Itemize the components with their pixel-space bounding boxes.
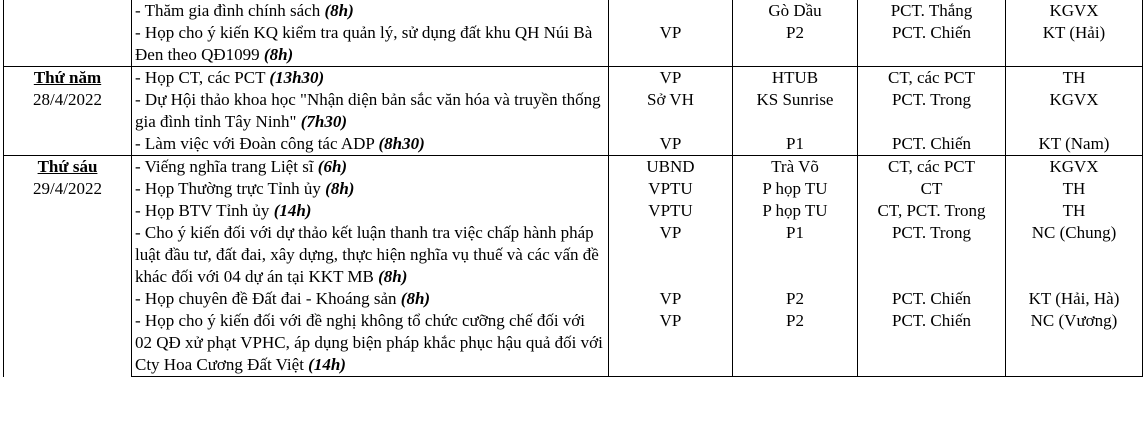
activity-text: - Cho ý kiến đối với dự thảo kết luận thanh tra việc chấp hành pháp luật đầu tư, đất đai, xây dựng, thực hiện nghĩa vụ thuế và các vấn đề khác đối với 04 dự án tại KKT MB xyxy=(135,223,599,286)
place-cell: P1 xyxy=(733,133,858,156)
activity-time: (8h) xyxy=(400,289,431,308)
lead-cell: CT, các PCT xyxy=(858,156,1006,179)
activity-time: (14h) xyxy=(308,355,346,374)
host-cell xyxy=(609,0,733,22)
day-name: Thứ sáu xyxy=(37,157,98,176)
prep-cell: TH xyxy=(1006,178,1143,200)
day-date: 29/4/2022 xyxy=(33,179,102,198)
activity-text: - Làm việc với Đoàn công tác ADP xyxy=(135,134,375,153)
schedule-row xyxy=(4,200,1143,222)
host-cell: VP xyxy=(609,310,733,377)
activity-cell xyxy=(132,310,609,377)
lead-cell: PCT. Trong xyxy=(858,222,1006,288)
activity-time: (13h30) xyxy=(269,68,325,87)
activity-cell xyxy=(132,288,609,310)
activity-cell xyxy=(132,89,609,133)
prep-cell: KGVX xyxy=(1006,89,1143,133)
activity-cell xyxy=(132,67,609,90)
prep-cell: KT (Hải, Hà) xyxy=(1006,288,1143,310)
host-cell: VP xyxy=(609,222,733,288)
activity-time: (14h) xyxy=(273,201,312,220)
lead-cell: PCT. Thắng xyxy=(858,0,1006,22)
host-cell: VP xyxy=(609,288,733,310)
place-cell: P họp TU xyxy=(733,178,858,200)
activity-text: - Thăm gia đình chính sách xyxy=(135,1,321,20)
activity-cell xyxy=(132,222,609,288)
activity-cell xyxy=(132,133,609,156)
schedule-row xyxy=(4,22,1143,67)
place-cell: Trà Võ xyxy=(733,156,858,179)
place-cell: Gò Dầu xyxy=(733,0,858,22)
host-cell: Sở VH xyxy=(609,89,733,133)
day-cell xyxy=(4,156,132,377)
activity-time: (8h) xyxy=(378,267,408,286)
lead-cell: CT, PCT. Trong xyxy=(858,200,1006,222)
lead-cell: CT, các PCT xyxy=(858,67,1006,90)
place-cell: P2 xyxy=(733,310,858,377)
place-cell: KS Sunrise xyxy=(733,89,858,133)
day-cell xyxy=(4,0,132,67)
activity-cell xyxy=(132,200,609,222)
day-name: Thứ năm xyxy=(33,68,102,87)
schedule-row xyxy=(4,310,1143,377)
activity-text: - Họp BTV Tỉnh ủy xyxy=(135,201,270,220)
schedule-row xyxy=(4,222,1143,288)
host-cell: VP xyxy=(609,22,733,67)
lead-cell: PCT. Chiến xyxy=(858,22,1006,67)
place-cell: HTUB xyxy=(733,67,858,90)
prep-cell: KGVX xyxy=(1006,0,1143,22)
lead-cell: PCT. Trong xyxy=(858,89,1006,133)
day-cell xyxy=(4,67,132,156)
activity-text: - Họp CT, các PCT xyxy=(135,68,266,87)
host-cell: UBND xyxy=(609,156,733,179)
schedule-row xyxy=(4,67,1143,90)
place-cell: P2 xyxy=(733,22,858,67)
prep-cell: NC (Chung) xyxy=(1006,222,1143,288)
lead-cell: PCT. Chiến xyxy=(858,288,1006,310)
activity-text: - Dự Hội thảo khoa học "Nhận diện bản sắc văn hóa và truyền thống gia đình tỉnh Tây Ninh" xyxy=(135,90,601,131)
prep-cell: TH xyxy=(1006,67,1143,90)
activity-text: - Họp Thường trực Tỉnh ủy xyxy=(135,179,321,198)
prep-cell: TH xyxy=(1006,200,1143,222)
place-cell: P họp TU xyxy=(733,200,858,222)
activity-text: - Họp chuyên đề Đất đai - Khoáng sản xyxy=(135,289,397,308)
schedule-table xyxy=(3,0,1143,377)
prep-cell: NC (Vương) xyxy=(1006,310,1143,377)
host-cell: VPTU xyxy=(609,178,733,200)
activity-text: - Họp cho ý kiến KQ kiểm tra quản lý, sử dụng đất khu QH Núi Bà Đen theo QĐ1099 xyxy=(135,23,593,64)
prep-cell: KT (Hải) xyxy=(1006,22,1143,67)
activity-cell xyxy=(132,178,609,200)
place-cell: P1 xyxy=(733,222,858,288)
activity-cell xyxy=(132,156,609,179)
activity-time: (7h30) xyxy=(300,112,348,131)
schedule-row xyxy=(4,288,1143,310)
prep-cell: KT (Nam) xyxy=(1006,133,1143,156)
host-cell: VP xyxy=(609,67,733,90)
activity-cell xyxy=(132,22,609,67)
activity-text: - Viếng nghĩa trang Liệt sĩ xyxy=(135,157,314,176)
lead-cell: PCT. Chiến xyxy=(858,133,1006,156)
activity-time: (8h) xyxy=(324,1,354,20)
activity-cell xyxy=(132,0,609,22)
schedule-row xyxy=(4,0,1143,22)
lead-cell: PCT. Chiến xyxy=(858,310,1006,377)
lead-cell: CT xyxy=(858,178,1006,200)
activity-time: (8h) xyxy=(325,179,355,198)
schedule-row xyxy=(4,133,1143,156)
schedule-row xyxy=(4,89,1143,133)
schedule-row xyxy=(4,178,1143,200)
host-cell: VP xyxy=(609,133,733,156)
schedule-row xyxy=(4,156,1143,179)
activity-time: (8h) xyxy=(263,45,294,64)
day-date: 28/4/2022 xyxy=(33,90,102,109)
activity-text: - Họp cho ý kiến đối với đề nghị không tổ chức cưỡng chế đối với 02 QĐ xử phạt VPHC, áp dụng biện pháp khắc phục hậu quả đối với Cty Hoa Cương Đất Việt xyxy=(135,311,603,374)
place-cell: P2 xyxy=(733,288,858,310)
activity-time: (6h) xyxy=(317,157,348,176)
prep-cell: KGVX xyxy=(1006,156,1143,179)
host-cell: VPTU xyxy=(609,200,733,222)
activity-time: (8h30) xyxy=(378,134,425,153)
